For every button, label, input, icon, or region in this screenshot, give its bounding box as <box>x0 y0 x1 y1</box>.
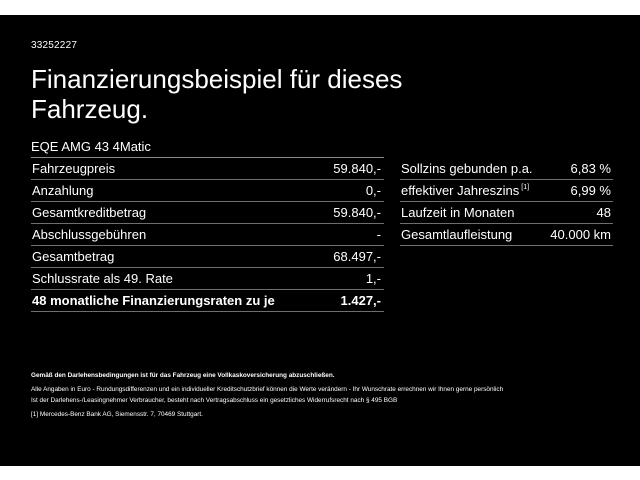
row-label: Fahrzeugpreis <box>31 158 323 180</box>
row-label: Abschlussgebühren <box>31 224 323 246</box>
offer-id: 33252227 <box>31 40 78 51</box>
table-row <box>400 180 613 202</box>
rates-table <box>400 158 613 246</box>
financing-panel <box>0 15 640 466</box>
table-row <box>400 224 613 246</box>
row-label: Anzahlung <box>31 180 323 202</box>
row-label <box>400 202 545 224</box>
row-label-text: Gesamtlaufleistung <box>401 227 513 242</box>
row-value: 6,83 % <box>545 158 613 180</box>
row-value: 59.840,- <box>323 202 384 224</box>
row-value: 59.840,- <box>323 158 384 180</box>
table-row <box>31 202 384 224</box>
row-value: 48 <box>545 202 613 224</box>
footnote-text: [1] Mercedes-Benz Bank AG, Siemensstr. 7, 70469 Stuttgart. <box>31 411 203 418</box>
row-value: - <box>323 224 384 246</box>
row-value: 6,99 % <box>545 180 613 202</box>
row-value: 40.000 km <box>545 224 613 246</box>
legal-notes <box>31 370 606 420</box>
row-value: 1.427,- <box>323 290 384 312</box>
row-value: 68.497,- <box>323 246 384 268</box>
row-label: Gesamtbetrag <box>31 246 323 268</box>
model-name: EQE AMG 43 4Matic <box>31 139 151 154</box>
page-title: Finanzierungsbeispiel für dieses Fahrzeug. <box>31 64 403 124</box>
row-label-text: Sollzins gebunden p.a. <box>401 161 533 176</box>
row-label-text: Laufzeit in Monaten <box>401 205 515 220</box>
disclaimer-line: Ist der Darlehens-/Leasingnehmer Verbraucher, besteht nach Vertragsabschluss ein gesetzliches Widerrufsrecht nach § 495 BGB <box>31 397 398 404</box>
footnote-marker: [1] <box>521 184 530 191</box>
table-row <box>31 268 384 290</box>
row-label <box>400 224 545 246</box>
row-value: 1,- <box>323 268 384 290</box>
table-row <box>31 158 384 180</box>
insurance-note: Gemäß den Darlehensbedingungen ist für das Fahrzeug eine Vollkaskoversicherung abzuschließen. <box>31 372 335 379</box>
disclaimer-line: Alle Angaben in Euro - Rundungsdifferenzen und ein individueller Kreditschutzbrief können die Werte verändern - Ihr Wunschrate errechnen wir Ihnen gerne persönlich <box>31 386 504 393</box>
row-label <box>400 180 545 202</box>
financing-table <box>31 158 384 312</box>
row-label: 48 monatliche Finanzierungsraten zu je <box>31 290 323 312</box>
table-row <box>400 158 613 180</box>
table-row <box>400 202 613 224</box>
row-label <box>400 158 545 180</box>
table-row-monthly-rate <box>31 290 384 312</box>
row-value: 0,- <box>323 180 384 202</box>
row-label: Gesamtkreditbetrag <box>31 202 323 224</box>
row-label-text: effektiver Jahreszins <box>401 183 520 198</box>
table-row <box>31 246 384 268</box>
row-label: Schlussrate als 49. Rate <box>31 268 323 290</box>
table-row <box>31 180 384 202</box>
table-row <box>31 224 384 246</box>
